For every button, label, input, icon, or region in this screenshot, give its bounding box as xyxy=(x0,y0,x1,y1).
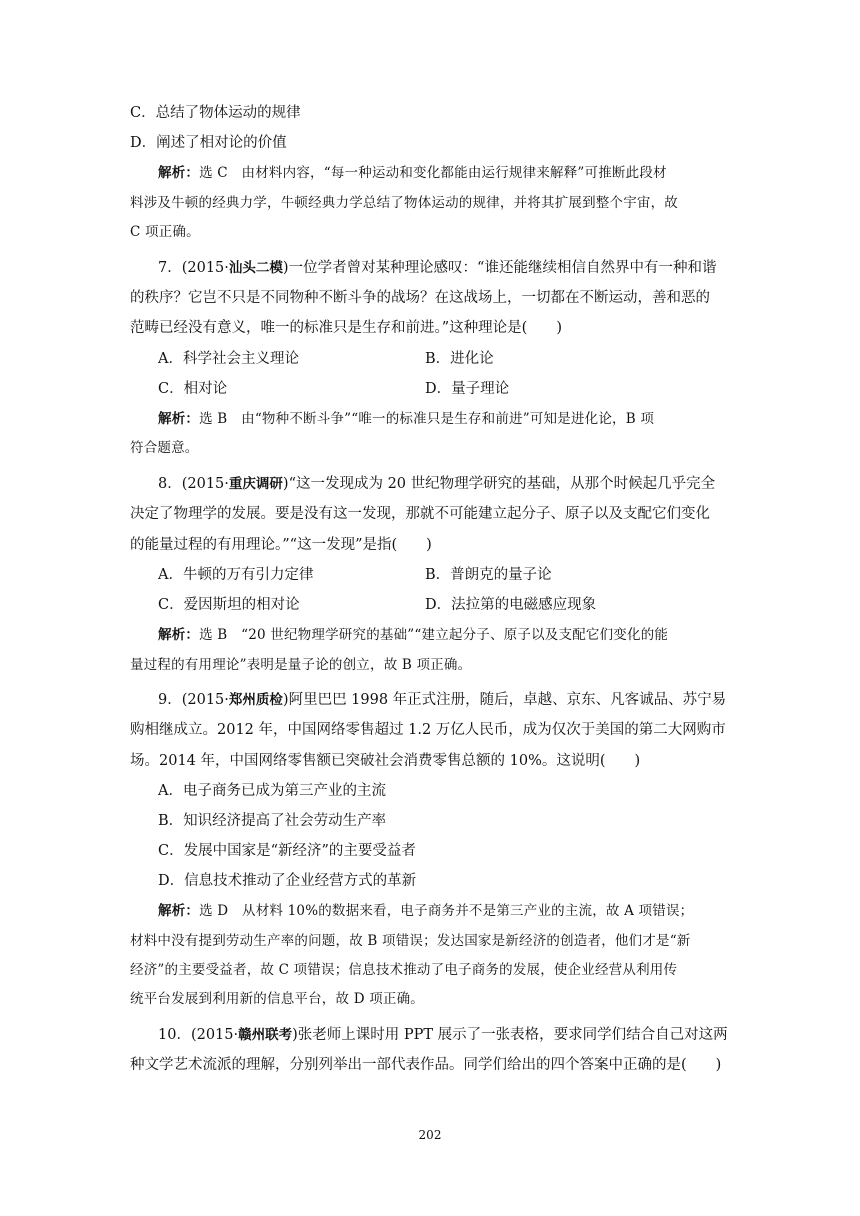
q7-option-c: C．相对论 xyxy=(158,381,228,397)
q9-stem-line-3: 场。2014 年，中国网络零售额已突破社会消费零售总额的 10%。这说明( ) xyxy=(130,753,641,769)
q7-option-b: B．进化论 xyxy=(425,351,494,367)
q7-stem-line-3: 范畴已经没有意义，唯一的标准只是生存和前进。”这种理论是( ) xyxy=(130,320,562,336)
q7-explanation-label: 解析： xyxy=(158,411,200,427)
q10-source: 赣州联考 xyxy=(238,1027,293,1043)
q7-stem-text-1: )一位学者曾对某种理论感叹：“谁还能继续相信自然界中有一种和谐 xyxy=(282,260,717,276)
q7-explanation-line-1 xyxy=(158,409,766,429)
page-number: 202 xyxy=(418,1128,442,1142)
q10-number: 10．(2015· xyxy=(158,1027,239,1043)
q7-explanation-line-2: 符合题意。 xyxy=(130,440,199,456)
q8-stem-text-1: )“这一发现成为 20 世纪物理学研究的基础，从那个时候起几乎完全 xyxy=(282,476,716,492)
q8-option-a: A．牛顿的万有引力定律 xyxy=(158,567,314,583)
q7-option-d: D．量子理论 xyxy=(425,381,510,397)
q7-stem-line-2: 的秩序？它岂不只是不同物种不断斗争的战场？在这战场上，一切都在不断运动，善和恶的 xyxy=(130,290,710,306)
q9-stem-line-1 xyxy=(158,690,766,710)
q7-number: 7．(2015· xyxy=(158,260,229,276)
q9-explanation-line-2: 材料中没有提到劳动生产率的问题，故 B 项错误；发达国家是新经济的创造者，他们才是“新 xyxy=(130,933,691,949)
q7-explanation-text-1: 选 B 由“物种不断斗争”“唯一的标准只是生存和前进”可知是进化论，B 项 xyxy=(199,411,655,427)
q9-explanation-label: 解析： xyxy=(158,903,200,919)
q9-option-a: A．电子商务已成为第三产业的主流 xyxy=(158,783,386,799)
q9-explanation-line-3: 经济”的主要受益者，故 C 项错误；信息技术推动了电子商务的发展，使企业经营从利用传 xyxy=(130,962,678,978)
q8-explanation-line-1 xyxy=(158,625,766,645)
q6-explanation-label: 解析： xyxy=(158,165,200,181)
q9-stem-line-2: 购相继成立。2012 年，中国网络零售超过 1.2 万亿人民币，成为仅次于美国的第二大网购市 xyxy=(130,722,726,738)
q10-stem-line-2: 种文学艺术流派的理解，分别列举出一部代表作品。同学们给出的四个答案中正确的是( ) xyxy=(130,1057,722,1073)
q9-source: 郑州质检 xyxy=(228,692,283,708)
q9-option-c: C．发展中国家是“新经济”的主要受益者 xyxy=(158,843,416,859)
q7-stem-line-1 xyxy=(158,258,766,278)
q8-explanation-line-2: 量过程的有用理论”表明是量子论的创立，故 B 项正确。 xyxy=(130,657,472,673)
q7-source: 汕头二模 xyxy=(228,260,283,276)
q6-explanation-line-2: 料涉及牛顿的经典力学，牛顿经典力学总结了物体运动的规律，并将其扩展到整个宇宙，故 xyxy=(130,195,678,211)
q9-explanation-text-1: 选 D 从材料 10%的数据来看，电子商务并不是第三产业的主流，故 A 项错误； xyxy=(199,903,694,919)
q10-stem-line-1 xyxy=(158,1025,766,1045)
q9-explanation-line-1 xyxy=(158,901,766,921)
q9-stem-text-1: )阿里巴巴 1998 年正式注册，随后，卓越、京东、凡客诚品、苏宁易 xyxy=(282,692,727,708)
q6-explanation-text-1: 选 C 由材料内容，“每一种运动和变化都能由运行规律来解释”可推断此段材 xyxy=(199,165,667,181)
q8-explanation-label: 解析： xyxy=(158,627,200,643)
q8-number: 8．(2015· xyxy=(158,476,229,492)
q9-option-d: D．信息技术推动了企业经营方式的革新 xyxy=(158,873,417,889)
q9-explanation-line-4: 统平台发展到利用新的信息平台，故 D 项正确。 xyxy=(130,991,425,1007)
q8-stem-line-2: 决定了物理学的发展。要是没有这一发现，那就不可能建立起分子、原子以及支配它们变化 xyxy=(130,506,710,522)
q9-number: 9．(2015· xyxy=(158,692,229,708)
q6-option-d: D．阐述了相对论的价值 xyxy=(130,135,287,151)
q6-explanation-line-3: C 项正确。 xyxy=(130,224,200,240)
q6-option-c: C．总结了物体运动的规律 xyxy=(130,105,301,121)
q10-stem-text-1: )张老师上课时用 PPT 展示了一张表格，要求同学们结合自己对这两 xyxy=(292,1027,728,1043)
q8-option-d: D．法拉第的电磁感应现象 xyxy=(425,597,597,613)
q9-option-b: B．知识经济提高了社会劳动生产率 xyxy=(158,813,387,829)
q8-stem-line-1 xyxy=(158,474,766,494)
q8-option-b: B．普朗克的量子论 xyxy=(425,567,552,583)
q8-explanation-text-1: 选 B “20 世纪物理学研究的基础”“建立起分子、原子以及支配它们变化的能 xyxy=(199,627,669,643)
q8-source: 重庆调研 xyxy=(228,476,283,492)
q8-stem-line-3: 的能量过程的有用理论。”“这一发现”是指( ) xyxy=(130,537,432,553)
q8-option-c: C．爱因斯坦的相对论 xyxy=(158,597,300,613)
q6-explanation-line-1 xyxy=(158,163,766,183)
q7-option-a: A．科学社会主义理论 xyxy=(158,351,299,367)
